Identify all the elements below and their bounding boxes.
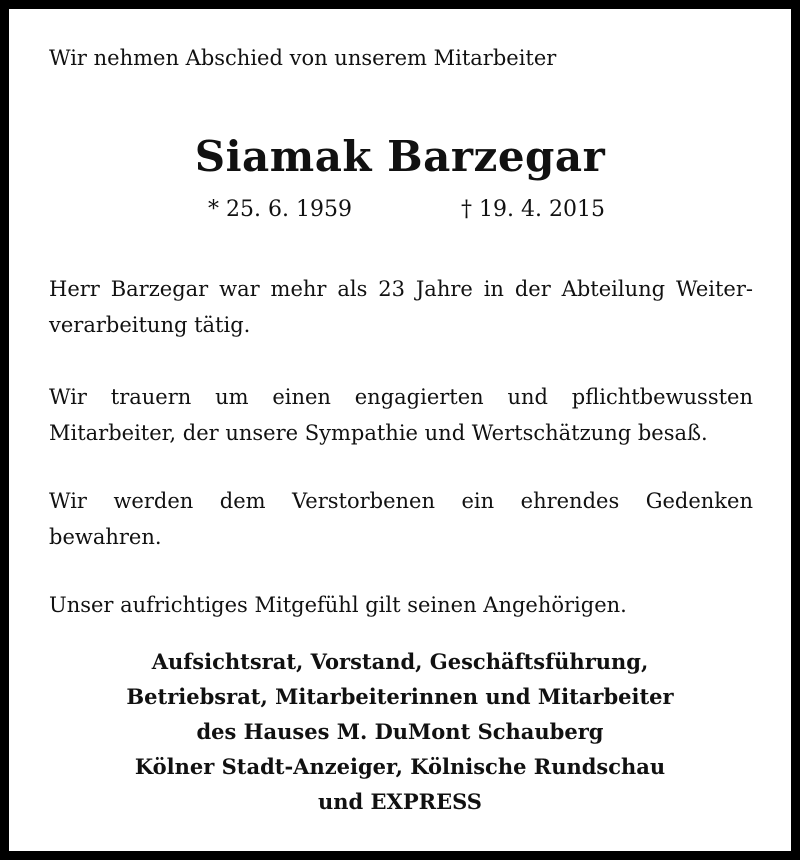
signature-line: des Hauses M. DuMont Schauberg (196, 719, 604, 744)
death-date: † 19. 4. 2015 (461, 197, 605, 222)
signature-line: und EXPRESS (318, 789, 482, 814)
signature-block (9, 644, 791, 819)
birth-date: * 25. 6. 1959 (208, 197, 352, 222)
intro-line: Wir nehmen Abschied von unserem Mitarbeiter (49, 46, 557, 70)
signature-line: Aufsichtsrat, Vorstand, Geschäftsführung, (151, 649, 649, 674)
signature-line: Betriebsrat, Mitarbeiterinnen und Mitarbeiter (126, 684, 674, 709)
paragraph-tenure: Herr Barzegar war mehr als 23 Jahre in der Abteilung Weiter-verarbeitung tätig. (49, 277, 753, 337)
paragraph-mourning: Wir trauern um einen engagierten und pflichtbewussten Mitarbeiter, der unsere Sympathie und Wertschätzung besaß. (49, 385, 753, 445)
paragraph-condolence: Unser aufrichtiges Mitgefühl gilt seinen Angehörigen. (49, 593, 627, 617)
signature-line: Kölner Stadt-Anzeiger, Kölnische Rundschau (134, 754, 666, 779)
obituary-notice (9, 9, 791, 851)
paragraph-remembrance: Wir werden dem Verstorbenen ein ehrendes Gedenken bewahren. (49, 489, 753, 549)
deceased-name: Siamak Barzegar (194, 132, 606, 181)
